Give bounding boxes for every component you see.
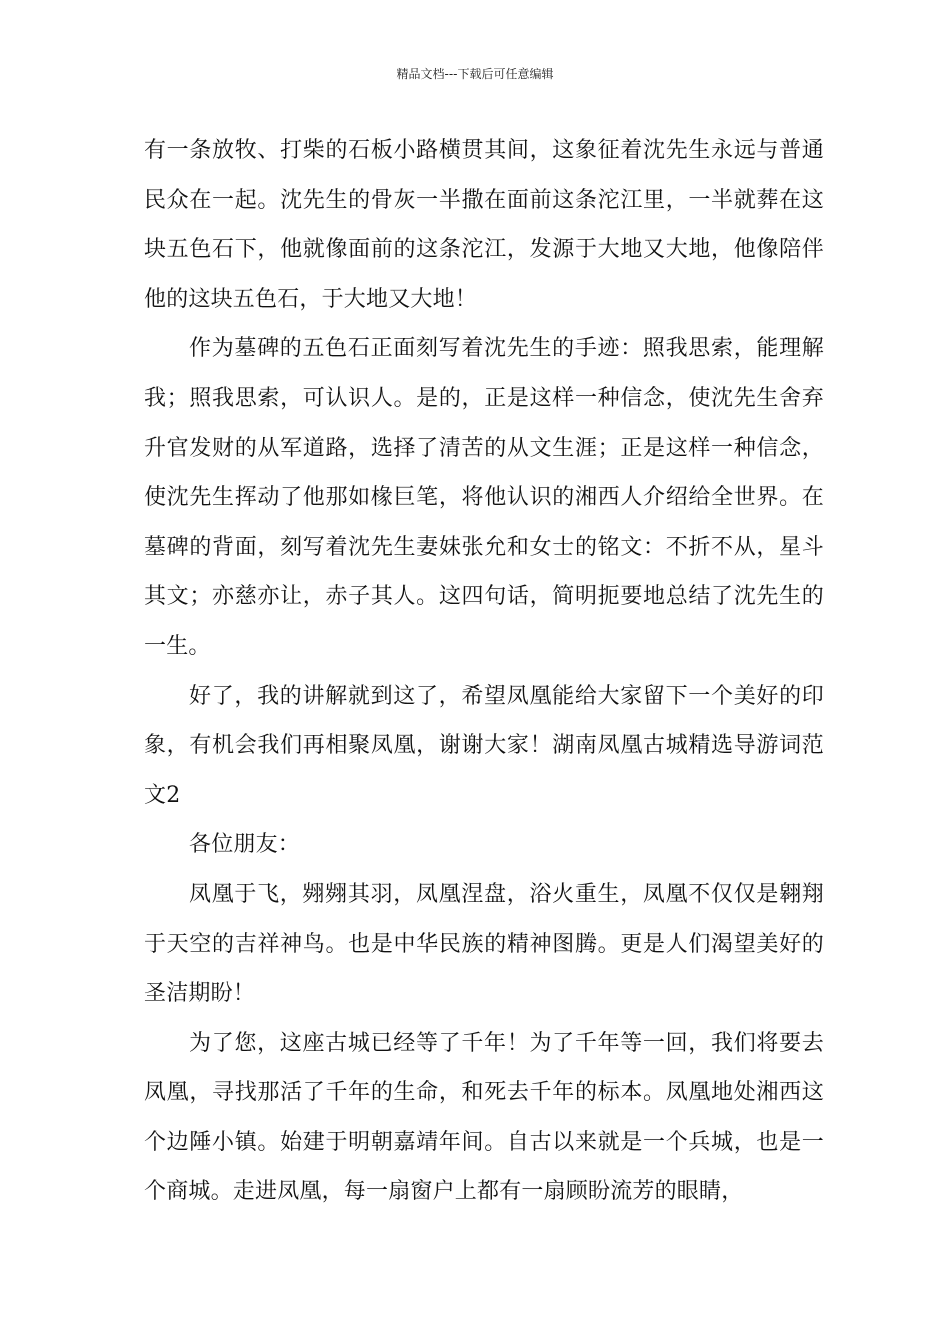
paragraph-4: 各位朋友： xyxy=(189,832,301,858)
page-header: 精品文档---下载后可任意编辑 xyxy=(396,67,554,81)
paragraph-6: 为了您，这座古城已经等了千年！为了千年等一回，我们将要去凤凰，寻找那活了千年的生命，和死去千年的标本。凤凰地处湘西这个边陲小镇。始建于明朝嘉靖年间。自古以来就是一个兵城，也是一个商城。走进凤凰，每一扇窗户上都有一扇顾盼流芳的眼睛， xyxy=(144,1030,824,1205)
document-body xyxy=(144,126,824,1217)
paragraph-2: 作为墓碑的五色石正面刻写着沈先生的手迹：照我思索，能理解我；照我思索，可认识人。是的，正是这样一种信念，使沈先生舍弃升官发财的从军道路，选择了清苦的从文生涯；正是这样一种信念，使沈先生挥动了他那如椽巨笔，将他认识的湘西人介绍给全世界。在墓碑的背面，刻写着沈先生妻妹张允和女士的铭文：不折不从，星斗其文；亦慈亦让，赤子其人。这四句话，简明扼要地总结了沈先生的一生。 xyxy=(144,336,824,659)
paragraph-5: 凤凰于飞，翙翙其羽，凤凰涅盘，浴火重生，凤凰不仅仅是翱翔于天空的吉祥神鸟。也是中华民族的精神图腾。更是人们渴望美好的圣洁期盼！ xyxy=(144,881,824,1007)
paragraph-3: 好了，我的讲解就到这了，希望凤凰能给大家留下一个美好的印象，有机会我们再相聚凤凰，谢谢大家！湖南凤凰古城精选导游词范文2 xyxy=(144,683,824,808)
paragraph-1: 有一条放牧、打柴的石板小路横贯其间，这象征着沈先生永远与普通民众在一起。沈先生的骨灰一半撒在面前这条沱江里，一半就葬在这块五色石下，他就像面前的这条沱江，发源于大地又大地，他像陪伴他的这块五色石，于大地又大地！ xyxy=(144,138,824,312)
